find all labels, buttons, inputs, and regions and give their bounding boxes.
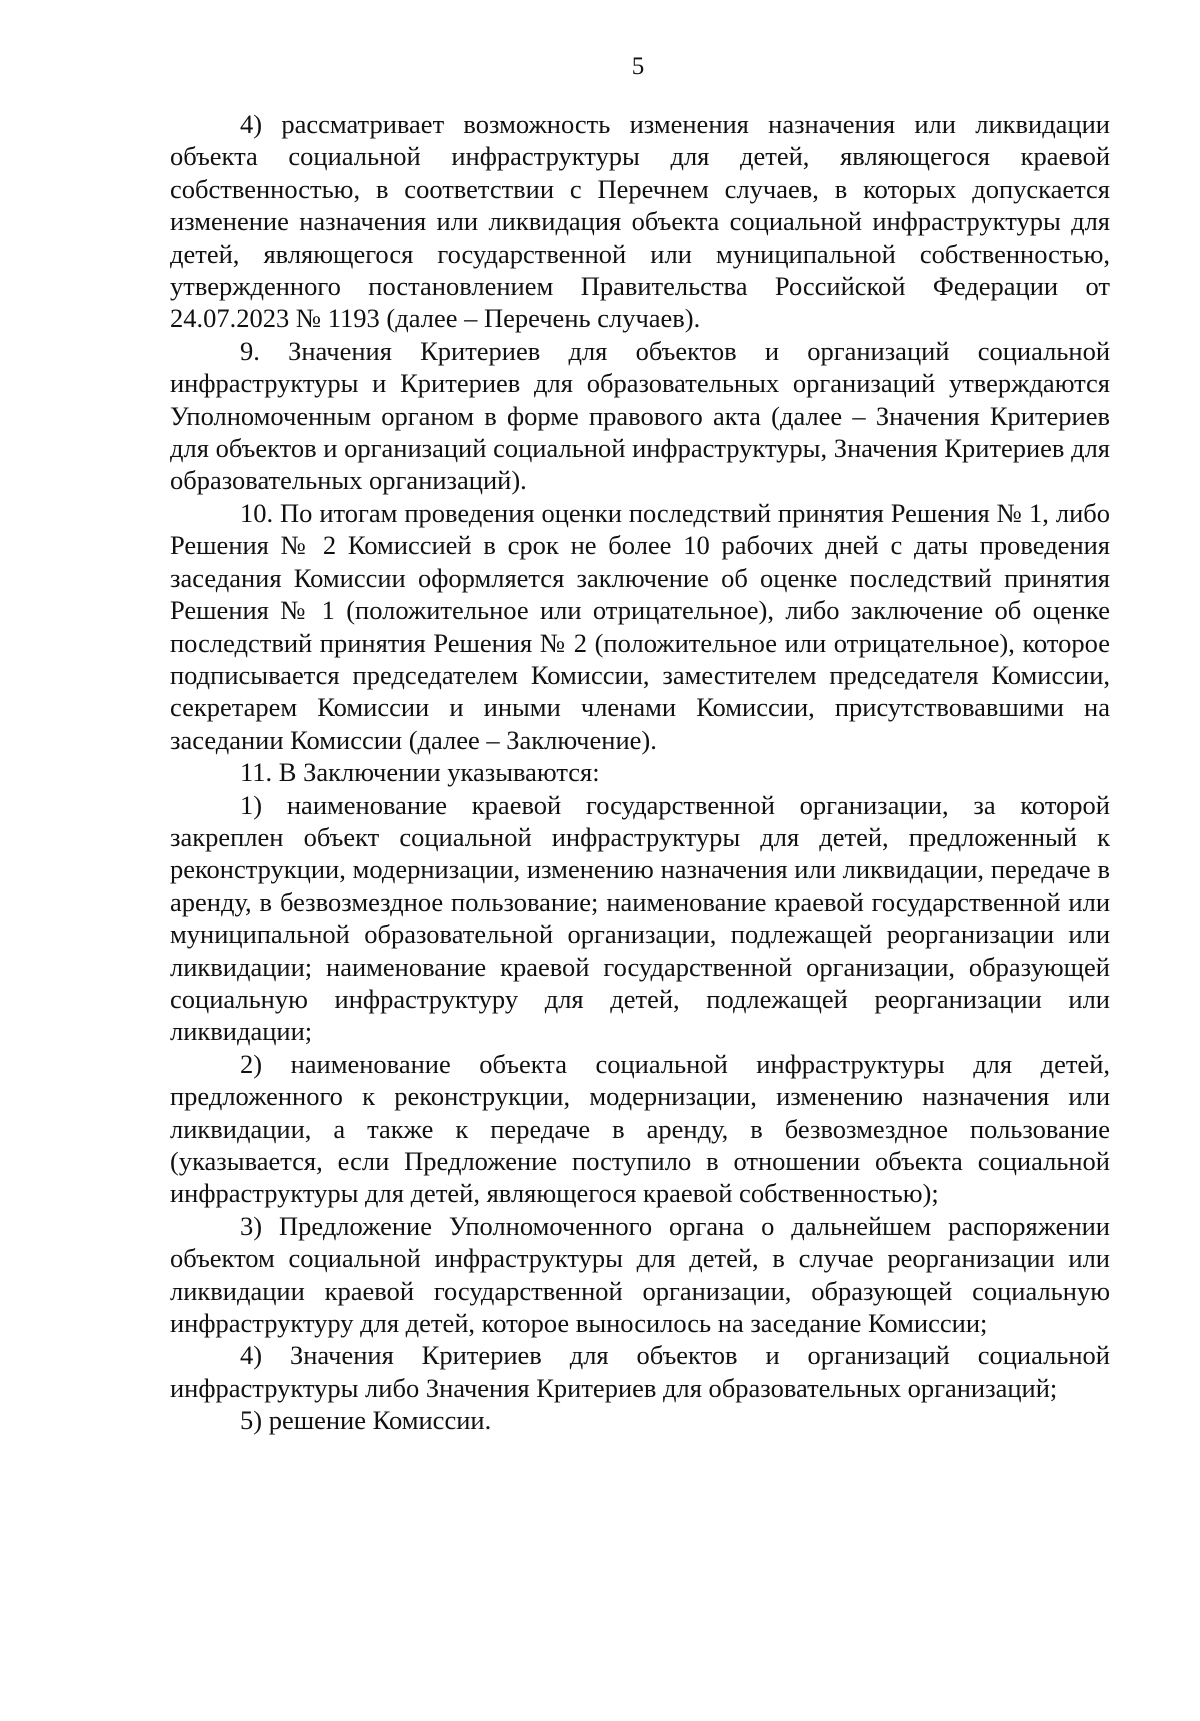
list-item-1-organization-name: 1) наименование краевой государственной организации, за которой закреплен объект социальной инфраструктуры для детей, предложенный к реконструкции, модернизации, изменению назначения или ликвидации, передаче в аренду, в безвозмездное пользование; наименование краевой государственной или муниципальной образовательной организации, подлежащей реорганизации или ликвидации; наименование краевой государственной организации, образующей социальную инфраструктуру для детей, подлежащей реорганизации или ликвидации; — [170, 789, 1110, 1047]
list-item-2-object-name: 2) наименование объекта социальной инфраструктуры для детей, предложенного к реконструкции, модернизации, изменению назначения или ликвидации, а также к передаче в аренду, в безвозмездное пользование (указывается, если Предложение поступило в отношении объекта социальной инфраструктуры для детей, являющегося краевой собственностью); — [170, 1048, 1110, 1209]
list-item-5-commission-decision: 5) решение Комиссии. — [240, 1405, 492, 1436]
document-body — [170, 108, 1110, 1437]
paragraph-9-criteria-values: 9. Значения Критериев для объектов и организаций социальной инфраструктуры и Критериев для образовательных организаций утверждаются Уполномоченным органом в форме правового акта (далее – Значения Критериев для объектов и организаций социальной инфраструктуры, Значения Критериев для образовательных организаций). — [170, 335, 1110, 496]
paragraph-10-conclusion: 10. По итогам проведения оценки последствий принятия Решения № 1, либо Решения № 2 Комиссией в срок не более 10 рабочих дней с даты проведения заседания Комиссии оформляется заключение об оценке последствий принятия Решения № 1 (положительное или отрицательное), либо заключение об оценке последствий принятия Решения № 2 (положительное или отрицательное), которое подписывается председателем Комиссии, заместителем председателя Комиссии, секретарем Комиссии и иными членами Комиссии, присутствовавшими на заседании Комиссии (далее – Заключение). — [170, 497, 1110, 755]
list-item-3-proposal: 3) Предложение Уполномоченного органа о дальнейшем распоряжении объектом социальной инфраструктуры для детей, в случае реорганизации или ликвидации краевой государственной организации, образующей социальную инфраструктуру для детей, которое выносилось на заседание Комиссии; — [170, 1210, 1110, 1339]
list-item-4-criteria-values: 4) Значения Критериев для объектов и организаций социальной инфраструктуры либо Значения Критериев для образовательных организаций; — [170, 1340, 1110, 1403]
page-number: 5 — [631, 53, 645, 80]
paragraph-item-4-consider-liquidation: 4) рассматривает возможность изменения назначения или ликвидации объекта социальной инфраструктуры для детей, являющегося краевой собственностью, в соответствии с Перечнем случаев, в которых допускается изменение назначения или ликвидация объекта социальной инфраструктуры для детей, являющегося государственной или муниципальной собственностью, утвержденного постановлением Правительства Российской Федерации от 24.07.2023 № 1193 (далее – Перечень случаев). — [170, 109, 1110, 334]
paragraph-11-heading: 11. В Заключении указываются: — [240, 757, 600, 788]
